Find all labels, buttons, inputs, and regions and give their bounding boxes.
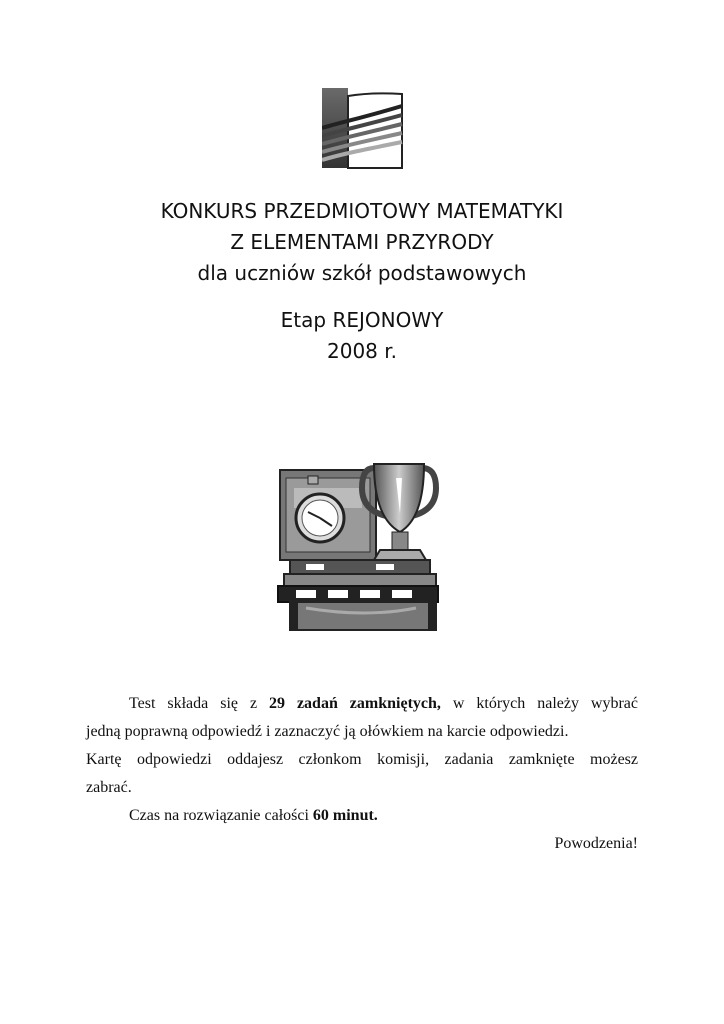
p3-bold: 60 minut.: [312, 807, 378, 824]
closing-text: Powodzenia!: [554, 835, 638, 852]
instructions-line-1: [86, 690, 638, 718]
p1-text-a: Test składa się z: [129, 695, 269, 712]
p1-text-c: w których należy wybrać: [440, 695, 639, 712]
stage-label: Etap REJONOWY: [280, 308, 444, 332]
book-waves-logo-icon: [322, 88, 404, 170]
instructions-line-4: zabrać.: [86, 779, 132, 796]
title-block: [0, 196, 724, 367]
p1-bold: 29 zadań zamkniętych,: [269, 695, 441, 712]
instructions: [86, 690, 638, 858]
instructions-line-5: [86, 802, 638, 830]
p3-text-a: Czas na rozwiązanie całości: [129, 807, 313, 824]
title-line-1: KONKURS PRZEDMIOTOWY MATEMATYKI: [160, 199, 564, 223]
instructions-line-2: jedną poprawną odpowiedź i zaznaczyć ją ołówkiem na karcie odpowiedzi.: [86, 723, 569, 740]
trophy-stopwatch-books-icon: [276, 458, 448, 634]
year-label: 2008 r.: [327, 339, 397, 363]
instructions-line-3: Kartę odpowiedzi oddajesz członkom komisji, zadania zamknięte możesz: [86, 751, 638, 768]
title-line-2: Z ELEMENTAMI PRZYRODY: [230, 230, 494, 254]
subtitle: dla uczniów szkół podstawowych: [197, 261, 527, 285]
